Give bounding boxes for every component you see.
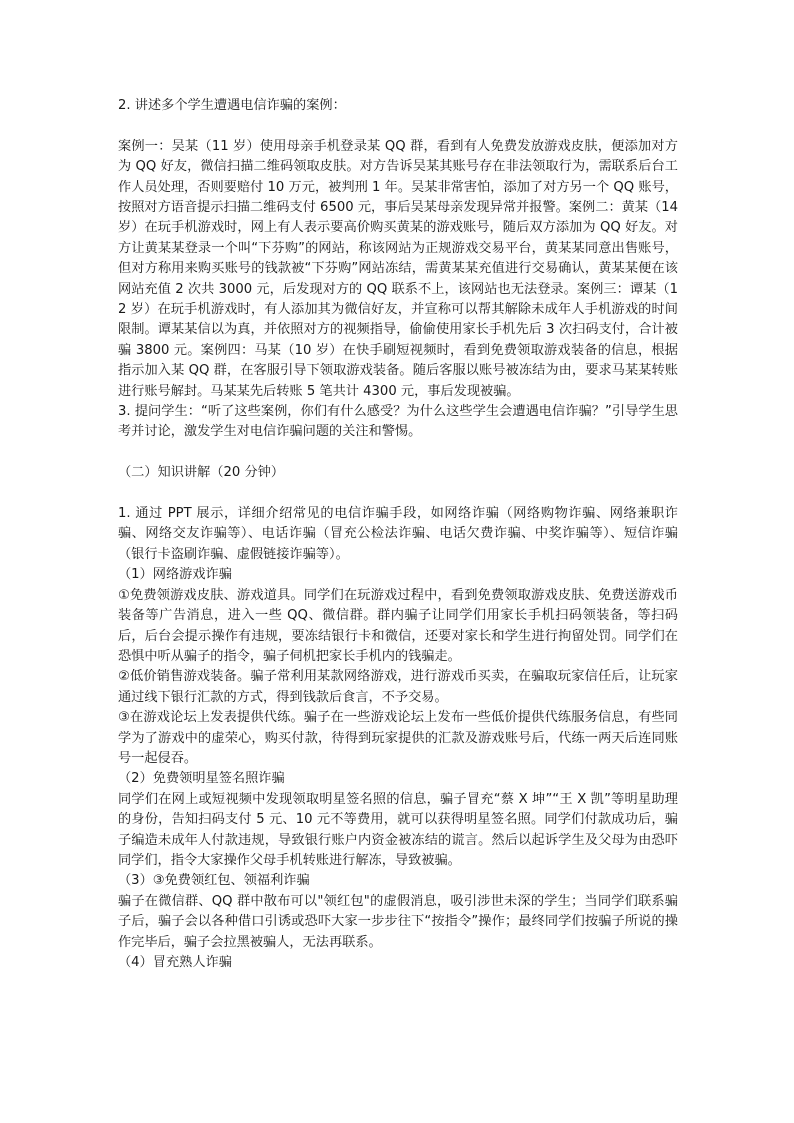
subheading-game-fraud: （1）网络游戏诈骗	[118, 567, 232, 583]
paragraph-question: 3. 提问学生：“听了这些案例，你们有什么感受？为什么这些学生会遭遇电信诈骗？”引导学生思考并讨论，激发学生对电信诈骗问题的关注和警惕。	[118, 404, 678, 440]
subheading-celebrity-photo: （2）免费领明星签名照诈骗	[118, 771, 285, 787]
paragraph-celebrity-photo: 同学们在网上或短视频中发现领取明星签名照的信息，骗子冒充“蔡 X 坤”“王 X 凯”等明星助理的身份，告知扫码支付 5 元、10 元不等费用，就可以获得明星签名照。同学们付款成功后，骗子编造未成年人付款违规，导致银行账户内资金被冻结的谎言。然后以起诉学生及父母为由恐吓同学们，指令大家操作父母手机转账进行解冻，导致被骗。	[118, 791, 678, 868]
document-body	[118, 96, 678, 973]
blank-line	[118, 443, 678, 463]
section-heading-knowledge: （二）知识讲解（20 分钟）	[118, 465, 285, 481]
blank-line	[118, 484, 678, 504]
paragraph-ppt-intro: 1. 通过 PPT 展示，详细介绍常见的电信诈骗手段，如网络诈骗（网络购物诈骗、网络兼职诈骗、网络交友诈骗等）、电话诈骗（冒充公检法诈骗、电话欠费诈骗、中奖诈骗等）、短信诈骗（银行卡盗刷诈骗、虚假链接诈骗等）。	[118, 506, 678, 562]
paragraph-cheap-equipment: ②低价销售游戏装备。骗子常利用某款网络游戏，进行游戏币买卖，在骗取玩家信任后，让玩家通过线下银行汇款的方式，得到钱款后食言，不予交易。	[118, 669, 678, 705]
paragraph-red-packet: 骗子在微信群、QQ 群中散布可以"领红包"的虚假消息，吸引涉世未深的学生；当同学们联系骗子后，骗子会以各种借口引诱或恐吓大家一步步往下“按指令”操作；最终同学们按骗子所说的操作完毕后，骗子会拉黑被骗人，无法再联系。	[118, 893, 678, 950]
subheading-impersonation: （4）冒充熟人诈骗	[118, 955, 232, 971]
blank-line	[118, 116, 678, 136]
subheading-red-packet: （3）③免费领红包、领福利诈骗	[118, 873, 310, 889]
paragraph-boosting: ③在游戏论坛上发表提供代练。骗子在一些游戏论坛上发布一些低价提供代练服务信息，有些同学为了游戏中的虚荣心，购买付款，待得到玩家提供的汇款及游戏账号后，代练一两天后连同账号一起侵吞。	[118, 710, 678, 766]
paragraph-free-skin: ①免费领游戏皮肤、游戏道具。同学们在玩游戏过程中，看到免费领取游戏皮肤、免费送游戏币装备等广告消息，进入一些 QQ、微信群。群内骗子让同学们用家长手机扫码领装备，等扫码后，后台会提示操作有违规，要冻结银行卡和微信，还要对家长和学生进行拘留处罚。同学们在恐惧中听从骗子的指令，骗子伺机把家长手机内的钱骗走。	[118, 587, 678, 664]
paragraph-case-intro: 2. 讲述多个学生遭遇电信诈骗的案例：	[118, 98, 346, 113]
paragraph-cases: 案例一：吴某（11 岁）使用母亲手机登录某 QQ 群，看到有人免费发放游戏皮肤，便添加对方为 QQ 好友，微信扫描二维码领取皮肤。对方告诉吴某其账号存在非法领取行为，需联系后台工作人员处理，否则要赔付 10 万元，被判刑 1 年。吴某非常害怕，添加了对方另一个 QQ 账号，按照对方语音提示扫描二维码支付 6500 元，事后吴某母亲发现异常并报警。案例二：黄某（14 岁）在玩手机游戏时，网上有人表示要高价购买黄某的游戏账号，随后双方添加为 QQ 好友。对方让黄某某登录一个叫“下芬购”的网站，称该网站为正规游戏交易平台，黄某某同意出售账号，但对方称用来购买账号的钱款被“下芬购”网站冻结，需黄某某充值进行交易确认，黄某某便在该网站充值 2 次共 3000 元，后发现对方的 QQ 联系不上，该网站也无法登录。案例三：谭某（12 岁）在玩手机游戏时，有人添加其为微信好友，并宣称可以帮其解除未成年人手机游戏的时间限制。谭某某信以为真，并依照对方的视频指导，偷偷使用家长手机先后 3 次扫码支付，合计被骗 3800 元。案例四：马某（10 岁）在快手刷短视频时，看到免费领取游戏装备的信息，根据指示加入某 QQ 群，在客服引导下领取游戏装备。随后客服以账号被冻结为由，要求马某某转账进行账号解封。马某某先后转账 5 笔共计 4300 元，事后发现被骗。	[118, 138, 678, 399]
